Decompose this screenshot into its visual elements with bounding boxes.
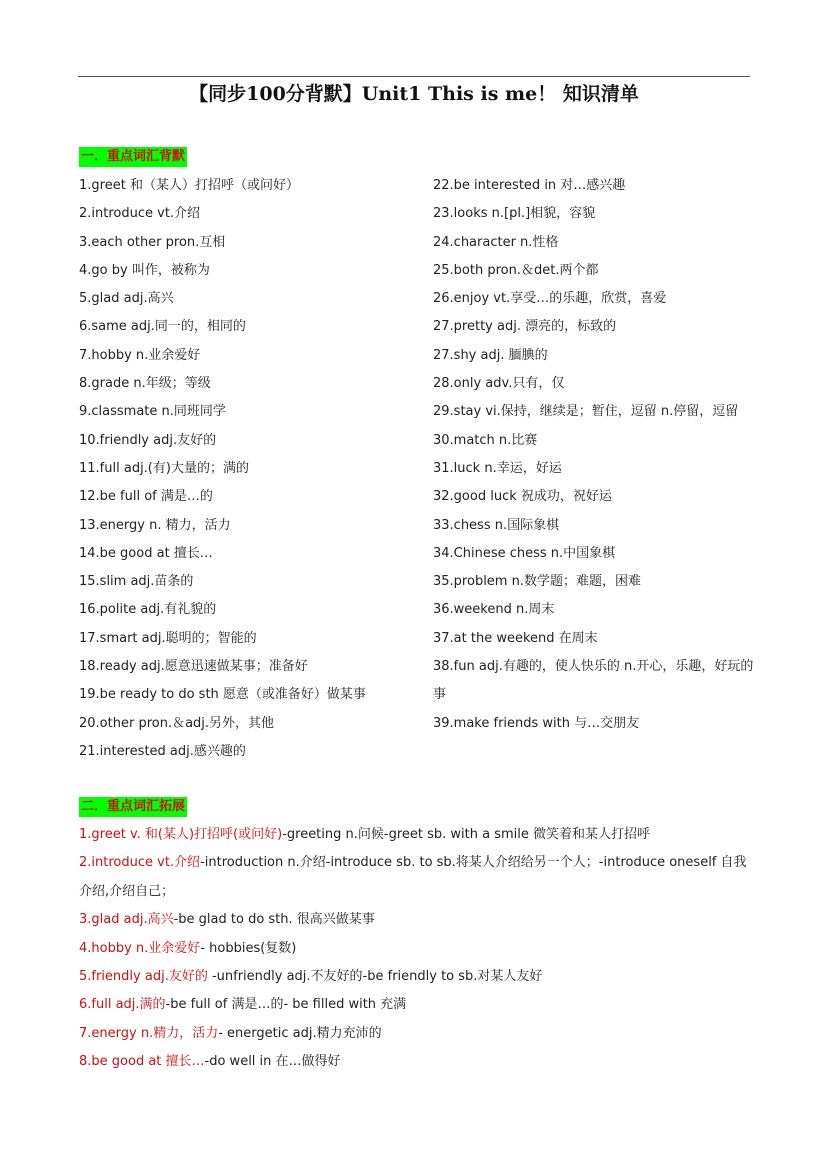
extension-item bbox=[79, 935, 751, 963]
extension-detail: -do well in 在…做得好 bbox=[204, 1054, 341, 1070]
vocab-item: 9.classmate n.同班同学 bbox=[79, 404, 226, 420]
vocab-item: 29.stay vi.保持，继续是；暂住，逗留 n.停留，逗留 bbox=[433, 404, 739, 420]
vocab-item: 18.ready adj.愿意迅速做某事；准备好 bbox=[79, 659, 308, 675]
vocab-item: 5.glad adj.高兴 bbox=[79, 291, 174, 307]
vocab-item: 15.slim adj.苗条的 bbox=[79, 574, 194, 590]
vocab-item: 26.enjoy vt.享受…的乐趣，欣赏，喜爱 bbox=[433, 291, 667, 307]
extension-detail: - hobbies(复数) bbox=[200, 940, 297, 956]
extension-headword: 4.hobby n.业余爱好 bbox=[79, 940, 201, 956]
vocab-item: 36.weekend n.周末 bbox=[433, 602, 555, 618]
vocab-item: 21.interested adj.感兴趣的 bbox=[79, 743, 246, 759]
vocab-item: 8.grade n.年级；等级 bbox=[79, 376, 211, 392]
extension-detail: -unfriendly adj.不友好的-be friendly to sb.对某人友好 bbox=[207, 969, 543, 985]
vocab-item: 23.looks n.[pl.]相貌，容貌 bbox=[433, 206, 596, 222]
vocab-item: 35.problem n.数学题；难题，困难 bbox=[433, 574, 641, 590]
vocab-item: 19.be ready to do sth 愿意（或准备好）做某事 bbox=[79, 687, 366, 703]
vocab-item: 20.other pron.＆adj.另外，其他 bbox=[79, 715, 275, 731]
extension-headword: 8.be good at 擅长… bbox=[79, 1054, 205, 1070]
extension-item bbox=[79, 906, 751, 934]
extension-headword: 3.glad adj.高兴 bbox=[79, 912, 174, 928]
vocab-item: 33.chess n.国际象棋 bbox=[433, 517, 560, 533]
vocab-item: 13.energy n. 精力，活力 bbox=[79, 517, 231, 533]
vocabulary-column-left bbox=[79, 172, 419, 766]
vocab-item: 39.make friends with 与…交朋友 bbox=[433, 715, 640, 731]
extension-headword: 1.greet v. 和(某人)打招呼(或问好) bbox=[79, 827, 283, 842]
vocab-item: 38.fun adj.有趣的，使人快乐的 n.开心，乐趣，好玩的事 bbox=[433, 659, 754, 703]
extension-detail: -be full of 满是…的- be filled with 充满 bbox=[165, 997, 407, 1013]
vocab-item: 37.at the weekend 在周末 bbox=[433, 630, 598, 646]
vocab-item: 25.both pron.＆det.两个都 bbox=[433, 262, 599, 278]
document-title: 【同步100分背默】Unit1 This is me！ 知识清单 bbox=[189, 83, 639, 105]
vocabulary-column-right bbox=[433, 172, 759, 766]
vocab-item: 32.good luck 祝成功，祝好运 bbox=[433, 489, 612, 505]
vocab-item: 27.shy adj. 腼腆的 bbox=[433, 347, 548, 363]
vocab-item: 3.each other pron.互相 bbox=[79, 234, 226, 250]
vocab-item: 27.pretty adj. 漂亮的，标致的 bbox=[433, 319, 617, 335]
vocab-item: 7.hobby n.业余爱好 bbox=[79, 347, 201, 363]
vocab-item: 28.only adv.只有，仅 bbox=[433, 376, 565, 392]
vocab-item: 30.match n.比赛 bbox=[433, 432, 538, 448]
extension-detail: -be glad to do sth. 很高兴做某事 bbox=[173, 912, 375, 928]
vocabulary-list bbox=[79, 172, 759, 766]
extension-item bbox=[79, 1020, 751, 1048]
vocab-item: 34.Chinese chess n.中国象棋 bbox=[433, 545, 616, 561]
extension-headword: 2.introduce vt.介绍 bbox=[79, 855, 201, 871]
top-rule bbox=[78, 76, 750, 77]
vocab-item: 31.luck n.幸运，好运 bbox=[433, 460, 562, 476]
extension-detail: - energetic adj.精力充沛的 bbox=[218, 1025, 382, 1041]
extension-item bbox=[79, 991, 751, 1019]
vocab-item: 4.go by 叫作，被称为 bbox=[79, 262, 210, 278]
extension-headword: 6.full adj.满的 bbox=[79, 997, 166, 1013]
vocab-item: 22.be interested in 对…感兴趣 bbox=[433, 178, 626, 193]
section-heading-extension: 二．重点词汇拓展 bbox=[79, 797, 187, 817]
vocab-item: 12.be full of 满是…的 bbox=[79, 489, 213, 505]
vocab-item: 1.greet 和（某人）打招呼（或问好） bbox=[79, 178, 299, 193]
vocab-item: 24.character n.性格 bbox=[433, 234, 559, 250]
extension-item bbox=[79, 849, 751, 906]
vocab-item: 14.be good at 擅长… bbox=[79, 545, 213, 561]
extension-detail: -greeting n.问候-greet sb. with a smile 微笑着和某人打招呼 bbox=[282, 827, 651, 842]
vocab-item: 16.polite adj.有礼貌的 bbox=[79, 602, 217, 618]
vocab-item: 11.full adj.(有)大量的；满的 bbox=[79, 460, 249, 476]
extension-detail: -introduction n.介绍-introduce sb. to sb.将某人介绍给另一个人；-introduce oneself 自我介绍,介绍自己； bbox=[79, 855, 747, 899]
extension-item bbox=[79, 963, 751, 991]
extension-headword: 7.energy n.精力，活力 bbox=[79, 1025, 219, 1041]
extension-headword: 5.friendly adj.友好的 bbox=[79, 969, 208, 985]
vocab-item: 6.same adj.同一的，相同的 bbox=[79, 319, 246, 335]
vocab-item: 10.friendly adj.友好的 bbox=[79, 432, 217, 448]
section-heading-vocabulary: 一．重点词汇背默 bbox=[79, 147, 187, 167]
extension-item bbox=[79, 1048, 751, 1076]
vocab-item: 17.smart adj.聪明的；智能的 bbox=[79, 630, 257, 646]
extension-list bbox=[79, 821, 751, 1077]
extension-item bbox=[79, 821, 751, 849]
vocab-item: 2.introduce vt.介绍 bbox=[79, 206, 201, 222]
